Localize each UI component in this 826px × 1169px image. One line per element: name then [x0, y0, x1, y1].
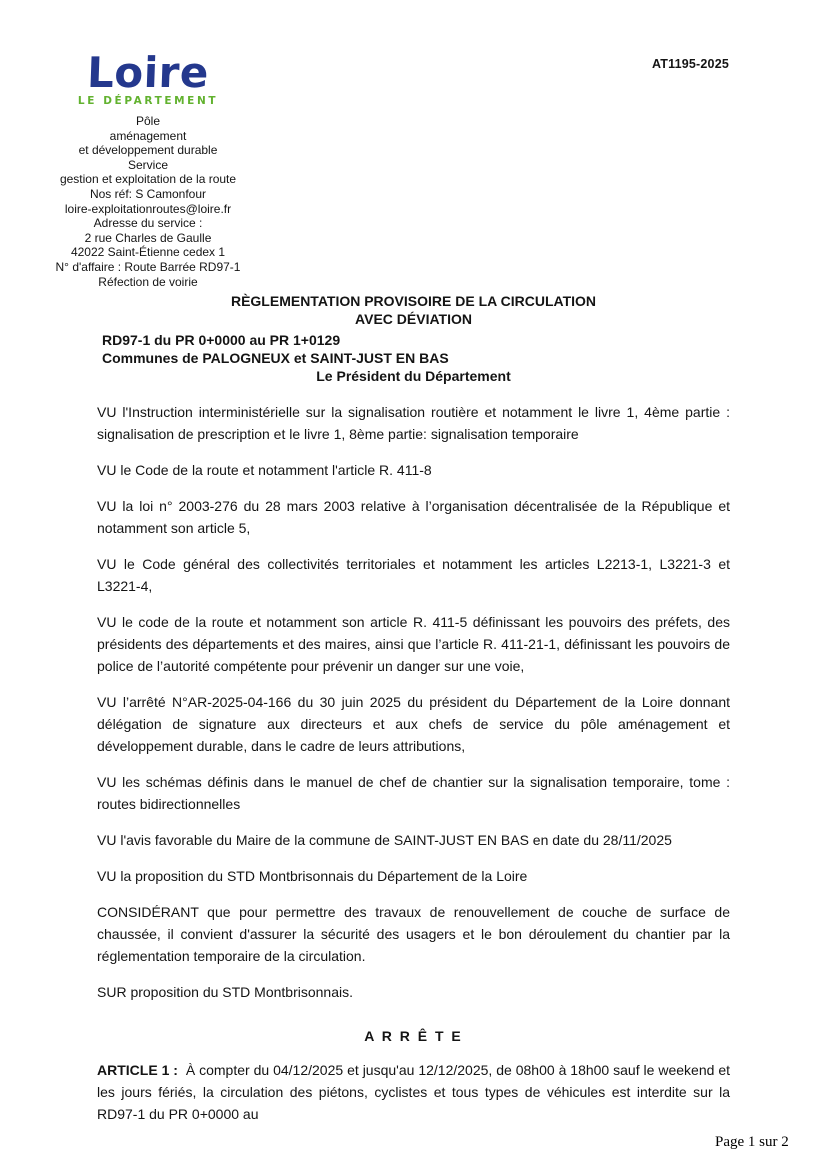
vu-paragraph: VU la loi n° 2003-276 du 28 mars 2003 relative à l’organisation décentralisée de la République et notamment son article 5, [97, 498, 730, 536]
sender-line: et développement durable [78, 143, 218, 158]
vu-paragraph: VU l'Instruction interministérielle sur la signalisation routière et notamment le livre 1, 4ème partie : signalisation de prescription et le livre 1, 8ème partie: signalisation temporaire [97, 404, 730, 442]
sender-line: aménagement [109, 128, 187, 143]
sender-line: Réfection de voirie [98, 274, 198, 289]
vu-paragraph: VU le code de la route et notamment son article R. 411-5 définissant les pouvoirs des préfets, des présidents des départements et des maires, ainsi que l’article R. 411-21-1, définissant les pouvoirs de police de l’autorité compétente pour prévenir un danger sur une voie, [97, 614, 730, 674]
vu-paragraph: VU l’arrêté N°AR-2025-04-166 du 30 juin 2025 du président du Département de la Loire donnant délégation de signature aux directeurs et aux chefs de service du pôle aménagement et développement durable, dans le cadre de leurs attributions, [97, 694, 730, 754]
vu-paragraph: VU le Code de la route et notamment l'article R. 411-8 [97, 462, 432, 478]
document-reference: AT1195-2025 [651, 57, 729, 71]
sur-proposition-paragraph: SUR proposition du STD Montbrisonnais. [97, 984, 354, 1000]
article-1-paragraph [97, 1059, 730, 1125]
article-1-label: ARTICLE 1 : [97, 1062, 178, 1078]
header-left-column [28, 48, 268, 289]
vu-paragraph: VU les schémas définis dans le manuel de chef de chantier sur la signalisation temporaire, tome : routes bidirectionnelles [97, 774, 730, 812]
document-title-line2: AVEC DÉVIATION [355, 311, 472, 327]
arrete-heading: A R R Ê T E [364, 1028, 463, 1044]
communes-line: Communes de PALOGNEUX et SAINT-JUST EN BAS [102, 350, 449, 366]
road-reference-line: RD97-1 du PR 0+0000 au PR 1+0129 [102, 332, 341, 348]
vu-paragraph: VU la proposition du STD Montbrisonnais du Département de la Loire [97, 868, 528, 884]
vu-paragraph: VU le Code général des collectivités territoriales et notamment les articles L2213-1, L3221-3 et L3221-4, [97, 556, 730, 594]
president-line: Le Président du Département [316, 368, 511, 384]
logo-wordmark: Loire [86, 48, 210, 97]
sender-line: Service [127, 157, 168, 172]
sender-line: N° d'affaire : Route Barrée RD97-1 [55, 259, 241, 274]
sender-address-block [28, 114, 268, 289]
document-body [97, 292, 730, 1125]
sender-line: Nos réf: S Camonfour [89, 186, 207, 201]
sender-email: loire-exploitationroutes@loire.fr [64, 201, 232, 216]
sender-line: gestion et exploitation de la route [59, 172, 237, 187]
sender-line: 2 rue Charles de Gaulle [84, 230, 212, 245]
vu-paragraph: VU l'avis favorable du Maire de la commune de SAINT-JUST EN BAS en date du 28/11/2025 [97, 832, 672, 848]
article-1-text: À compter du 04/12/2025 et jusqu'au 12/12/2025, de 08h00 à 18h00 sauf le weekend et les jours fériés, la circulation des piétons, cyclistes et tous types de véhicules est interdite sur la RD97-1 du PR 0+0000 au [97, 1062, 730, 1122]
loire-department-logo [28, 48, 268, 107]
sender-line: Pôle [135, 114, 161, 128]
logo-subtitle: LE DÉPARTEMENT [77, 95, 219, 107]
sender-line: Adresse du service : [93, 216, 203, 231]
sender-line: 42022 Saint-Étienne cedex 1 [70, 245, 226, 260]
considerant-paragraph: CONSIDÉRANT que pour permettre des travaux de renouvellement de couche de surface de chaussée, il convient d'assurer la sécurité des usagers et le bon déroulement du chantier par la réglementation temporaire de la circulation. [97, 904, 730, 964]
document-title-line1: RÈGLEMENTATION PROVISOIRE DE LA CIRCULATION [230, 293, 597, 309]
page-number: Page 1 sur 2 [715, 1134, 789, 1150]
